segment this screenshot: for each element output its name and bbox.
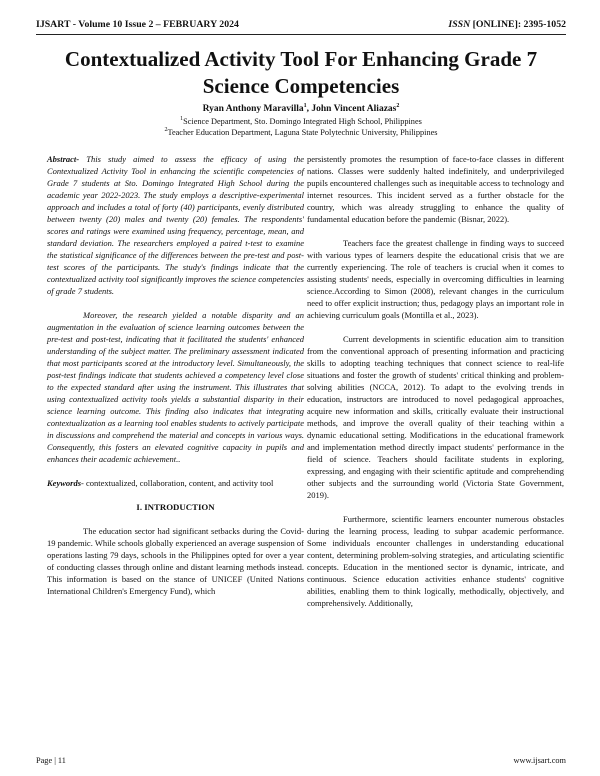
author-line bbox=[36, 104, 566, 114]
affiliation-2-text: Teacher Education Department, Laguna State Polytechnic University, Philippines bbox=[167, 128, 438, 137]
affiliation-1-text: Science Department, Sto. Domingo Integrated High School, Philippines bbox=[183, 117, 422, 126]
right-paragraph-3: Current developments in scientific education aim to transition from the conventional approach of presenting information and practicing skills to adopting teaching techniques that connect science to real-life situations and foster the growth of students' critical thinking and problem-solving abilities (NCCA, 2012). To adapt to the evolving trends in education, instructors are introduced to novel pedagogical approaches, acquire new information and skills, critically evaluate their instructional methods, and improve the overall quality of their teaching within a dynamic educational setting. Modifications in the educational framework and implementation method directly impact students' performance in the field of science. Teachers should facilitate students in exploring, expressing, and engaging with their scientific aptitude and comprehending other subjects and the surrounding world (Victoria State Government, 2019). bbox=[307, 334, 564, 500]
issn-value: [ONLINE]: 2395-1052 bbox=[472, 19, 566, 30]
author-separator: , bbox=[306, 104, 312, 114]
right-paragraph-2: Teachers face the greatest challenge in finding ways to succeed with various types of learners despite the educational crisis that we are currently experiencing. The role of teachers is crucial when it comes to assisting students' needs, especially in overcoming difficulties in learning science.According to Simon (2008), relevant changes in the curriculum need to offer explicit instruction; thus, pedagogy plays an important role in achieving curriculum goals (Montilla et al., 2023). bbox=[307, 238, 564, 320]
author-2-sup: 2 bbox=[396, 102, 400, 109]
abstract-paragraph-2: Moreover, the research yielded a notable disparity and an augmentation in the evaluation of science learning outcomes between the pre-test and post-test, indicating that it facilitated the students' enhanced understanding of the subject matter. The preliminary assessment indicated that most participants scored at the introductory level. Simultaneously, the post-test findings indicate that students achieved a competency level close to the expected standard after using the instrument. This illustrates that using contextualized activity tools yields a substantial disparity in their science learning outcome. This finding also indicates that integrating contextualization as a learning tool enables students to actively participate in discussions and comprehend the material and concepts in various ways. Consequently, this fosters an elevated cognitive capacity in pupils and enhances their academic achievement.. bbox=[47, 310, 304, 464]
abstract-label: Abstract- bbox=[47, 154, 80, 164]
right-paragraph-1: persistently promotes the resumption of face-to-face classes in different nations. Classes were suddenly halted indefinitely, and underprivileged pupils encountered challenges such as inequitable access to technology and internet resources. This incident served as a further obstacle for the country, which was already struggling to enhance the quality of fundamental education before the pandemic (Bisnar, 2022). bbox=[307, 154, 564, 224]
author-1: Ryan Anthony Maravilla bbox=[202, 104, 304, 114]
abstract-paragraph-1 bbox=[47, 153, 304, 297]
author-2: John Vincent Aliazas bbox=[311, 104, 397, 114]
paper-title: Contextualized Activity Tool For Enhancing Grade 7 Science Competencies bbox=[64, 47, 538, 98]
section-heading-introduction: I. INTRODUCTION bbox=[136, 502, 215, 512]
keywords-text: - contextualized, collaboration, content, and activity tool bbox=[81, 478, 274, 488]
affiliation-1 bbox=[36, 117, 566, 126]
issn-label: ISSN bbox=[448, 19, 471, 30]
affiliation-2-sup: 2 bbox=[164, 127, 168, 134]
intro-paragraph-1: The education sector had significant setbacks during the Covid-19 pandemic. While schools globally experienced an average suspension of operations lasting 79 days, schools in the Philippines opted for over a year of conducting classes through online and distant learning methods instead. This information is based on the stance of UNICEF (United Nations International Children's Emergency Fund), which bbox=[47, 526, 304, 596]
left-column bbox=[47, 153, 304, 597]
abstract-text-1: This study aimed to assess the efficacy of using the Contextualized Activity Tool in enhancing the scientific competencies of Grade 7 students at Sto. Domingo Integrated High School during the academic year 2022-2023. The study employs a descriptive-experimental approach and includes a total of forty (40) participants, evenly distributed between twenty (20) males and twenty (20) females. The respondents' scores and ratings were examined using frequency, percentage, mean, and standard deviation. The researchers employed a paired t-test to examine the statistical significance of the differences between the pre-test and post-test scores of the participants. The study's findings indicate that the contextualized activity tool significantly improves the science competencies of grade 7 students. bbox=[47, 154, 304, 296]
keywords bbox=[47, 477, 304, 489]
journal-header: IJSART - Volume 10 Issue 2 – FEBRUARY 2024 bbox=[36, 19, 239, 30]
author-1-sup: 1 bbox=[303, 102, 307, 109]
journal-website: www.ijsart.com bbox=[513, 756, 566, 765]
affiliation-2 bbox=[36, 128, 566, 137]
right-paragraph-4: Furthermore, scientific learners encounter numerous obstacles during the learning process, leading to subpar academic performance. Some individuals encounter challenges in understanding educational content, determining problem-solving strategies, and articulating scientific concepts. Education in the mentioned sector is dynamic, intricate, and continuous. Science education activities enhance students' cognitive abilities, enabling them to think logically, methodically, objectively, and comprehensively. Additionally, bbox=[307, 514, 564, 608]
keywords-label: Keywords bbox=[47, 478, 81, 488]
affiliation-1-sup: 1 bbox=[180, 116, 184, 123]
issn-header bbox=[448, 19, 566, 30]
right-column bbox=[307, 153, 564, 609]
page-number: Page | 11 bbox=[36, 756, 66, 765]
header-rule bbox=[36, 34, 566, 35]
